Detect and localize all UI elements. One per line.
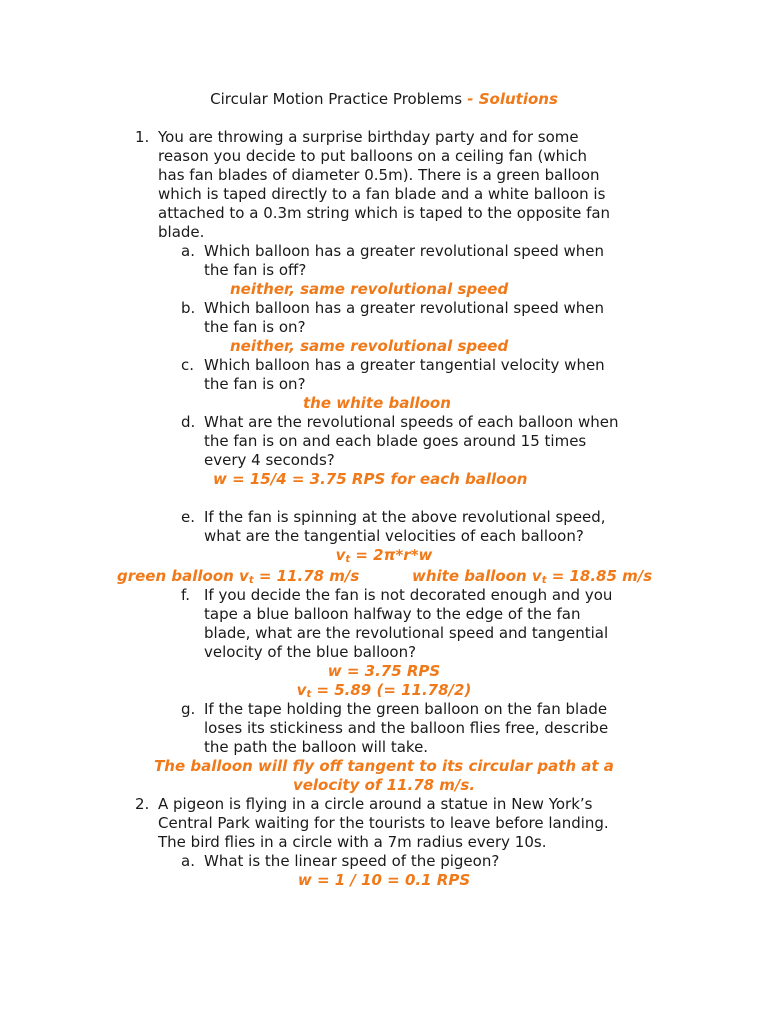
q1a-line: Which balloon has a greater revolutional speed when — [204, 242, 605, 260]
q1e-formula-v: v — [335, 546, 346, 564]
page-title — [0, 90, 768, 109]
q1-line: which is taped directly to a fan blade and a white balloon is — [158, 185, 606, 203]
q1b-answer: neither, same revolutional speed — [230, 337, 509, 355]
q1a-answer: neither, same revolutional speed — [230, 280, 509, 298]
q1e-white-answer — [412, 567, 652, 586]
q1g-answer-line: velocity of 11.78 m/s. — [292, 776, 476, 794]
q1d-letter: d. — [181, 413, 196, 431]
q1e-white-pre: white balloon v — [412, 567, 542, 585]
q1a-line: the fan is off? — [204, 261, 307, 279]
q1f-answer2-rest: = 5.89 (= 11.78/2) — [311, 681, 472, 699]
q2-number: 2. — [135, 795, 150, 813]
q1e-white-sub: t — [541, 575, 547, 586]
q1g-line: loses its stickiness and the balloon flies free, describe — [204, 719, 609, 737]
q1c-line: the fan is on? — [204, 375, 306, 393]
q1b-line: Which balloon has a greater revolutional speed when — [204, 299, 605, 317]
q1d-answer: w = 15/4 = 3.75 RPS for each balloon — [213, 470, 528, 488]
q1-line: You are throwing a surprise birthday party and for some — [158, 128, 579, 146]
q1e-green-answer — [117, 567, 359, 586]
q1-line: reason you decide to put balloons on a ceiling fan (which — [158, 147, 588, 165]
q2a-line: What is the linear speed of the pigeon? — [204, 852, 500, 870]
q1e-line: If the fan is spinning at the above revolutional speed, — [204, 508, 606, 526]
q1g-line: the path the balloon will take. — [204, 738, 429, 756]
q1e-letter: e. — [181, 508, 195, 526]
q1e-white-post: = 18.85 m/s — [546, 567, 653, 585]
q1c-line: Which balloon has a greater tangential velocity when — [204, 356, 605, 374]
q2-line: Central Park waiting for the tourists to leave before landing. — [158, 814, 609, 832]
q1c-letter: c. — [181, 356, 195, 374]
q1e-formula-sub: t — [345, 554, 351, 565]
q1f-letter: f. — [181, 586, 190, 604]
q1-number: 1. — [135, 128, 150, 146]
q1f-answer2-sub: t — [306, 689, 312, 700]
q2-line: The bird flies in a circle with a 7m radius every 10s. — [158, 833, 547, 851]
q1d-line: the fan is on and each blade goes around 15 times — [204, 432, 587, 450]
q1f-answer-velocity — [0, 681, 768, 700]
q2a-letter: a. — [181, 852, 195, 870]
q2a-answer: w = 1 / 10 = 0.1 RPS — [297, 871, 471, 889]
q1-line: has fan blades of diameter 0.5m). There is a green balloon — [158, 166, 600, 184]
title-main: Circular Motion Practice Problems — [210, 90, 463, 108]
q1f-line: If you decide the fan is not decorated enough and you — [204, 586, 613, 604]
q1e-formula-rest: = 2π*r*w — [350, 546, 433, 564]
q1-line: attached to a 0.3m string which is taped to the opposite fan — [158, 204, 611, 222]
title-solutions: Solutions — [478, 90, 558, 108]
q1e-formula — [0, 546, 768, 565]
q1g-letter: g. — [181, 700, 196, 718]
q1-line: blade. — [158, 223, 205, 241]
q1g-answer-line: The balloon will fly off tangent to its circular path at a — [154, 757, 614, 775]
q1e-line: what are the tangential velocities of each balloon? — [204, 527, 584, 545]
q2-line: A pigeon is flying in a circle around a statue in New York’s — [158, 795, 593, 813]
q1f-answer-speed: w = 3.75 RPS — [327, 662, 441, 680]
q1d-line: What are the revolutional speeds of each balloon when — [204, 413, 619, 431]
q1b-letter: b. — [181, 299, 196, 317]
q1g-line: If the tape holding the green balloon on the fan blade — [204, 700, 608, 718]
q1e-green-post: = 11.78 m/s — [253, 567, 360, 585]
q1f-line: velocity of the blue balloon? — [204, 643, 417, 661]
q1f-answer2-v: v — [296, 681, 307, 699]
q1e-green-sub: t — [248, 575, 254, 586]
q1d-line: every 4 seconds? — [204, 451, 335, 469]
q1e-green-pre: green balloon v — [117, 567, 249, 585]
q1f-line: blade, what are the revolutional speed and tangential — [204, 624, 609, 642]
q1a-letter: a. — [181, 242, 195, 260]
q1f-line: tape a blue balloon halfway to the edge of the fan — [204, 605, 581, 623]
q1c-answer: the white balloon — [303, 394, 451, 412]
title-dash: - — [462, 90, 479, 108]
q1b-line: the fan is on? — [204, 318, 306, 336]
